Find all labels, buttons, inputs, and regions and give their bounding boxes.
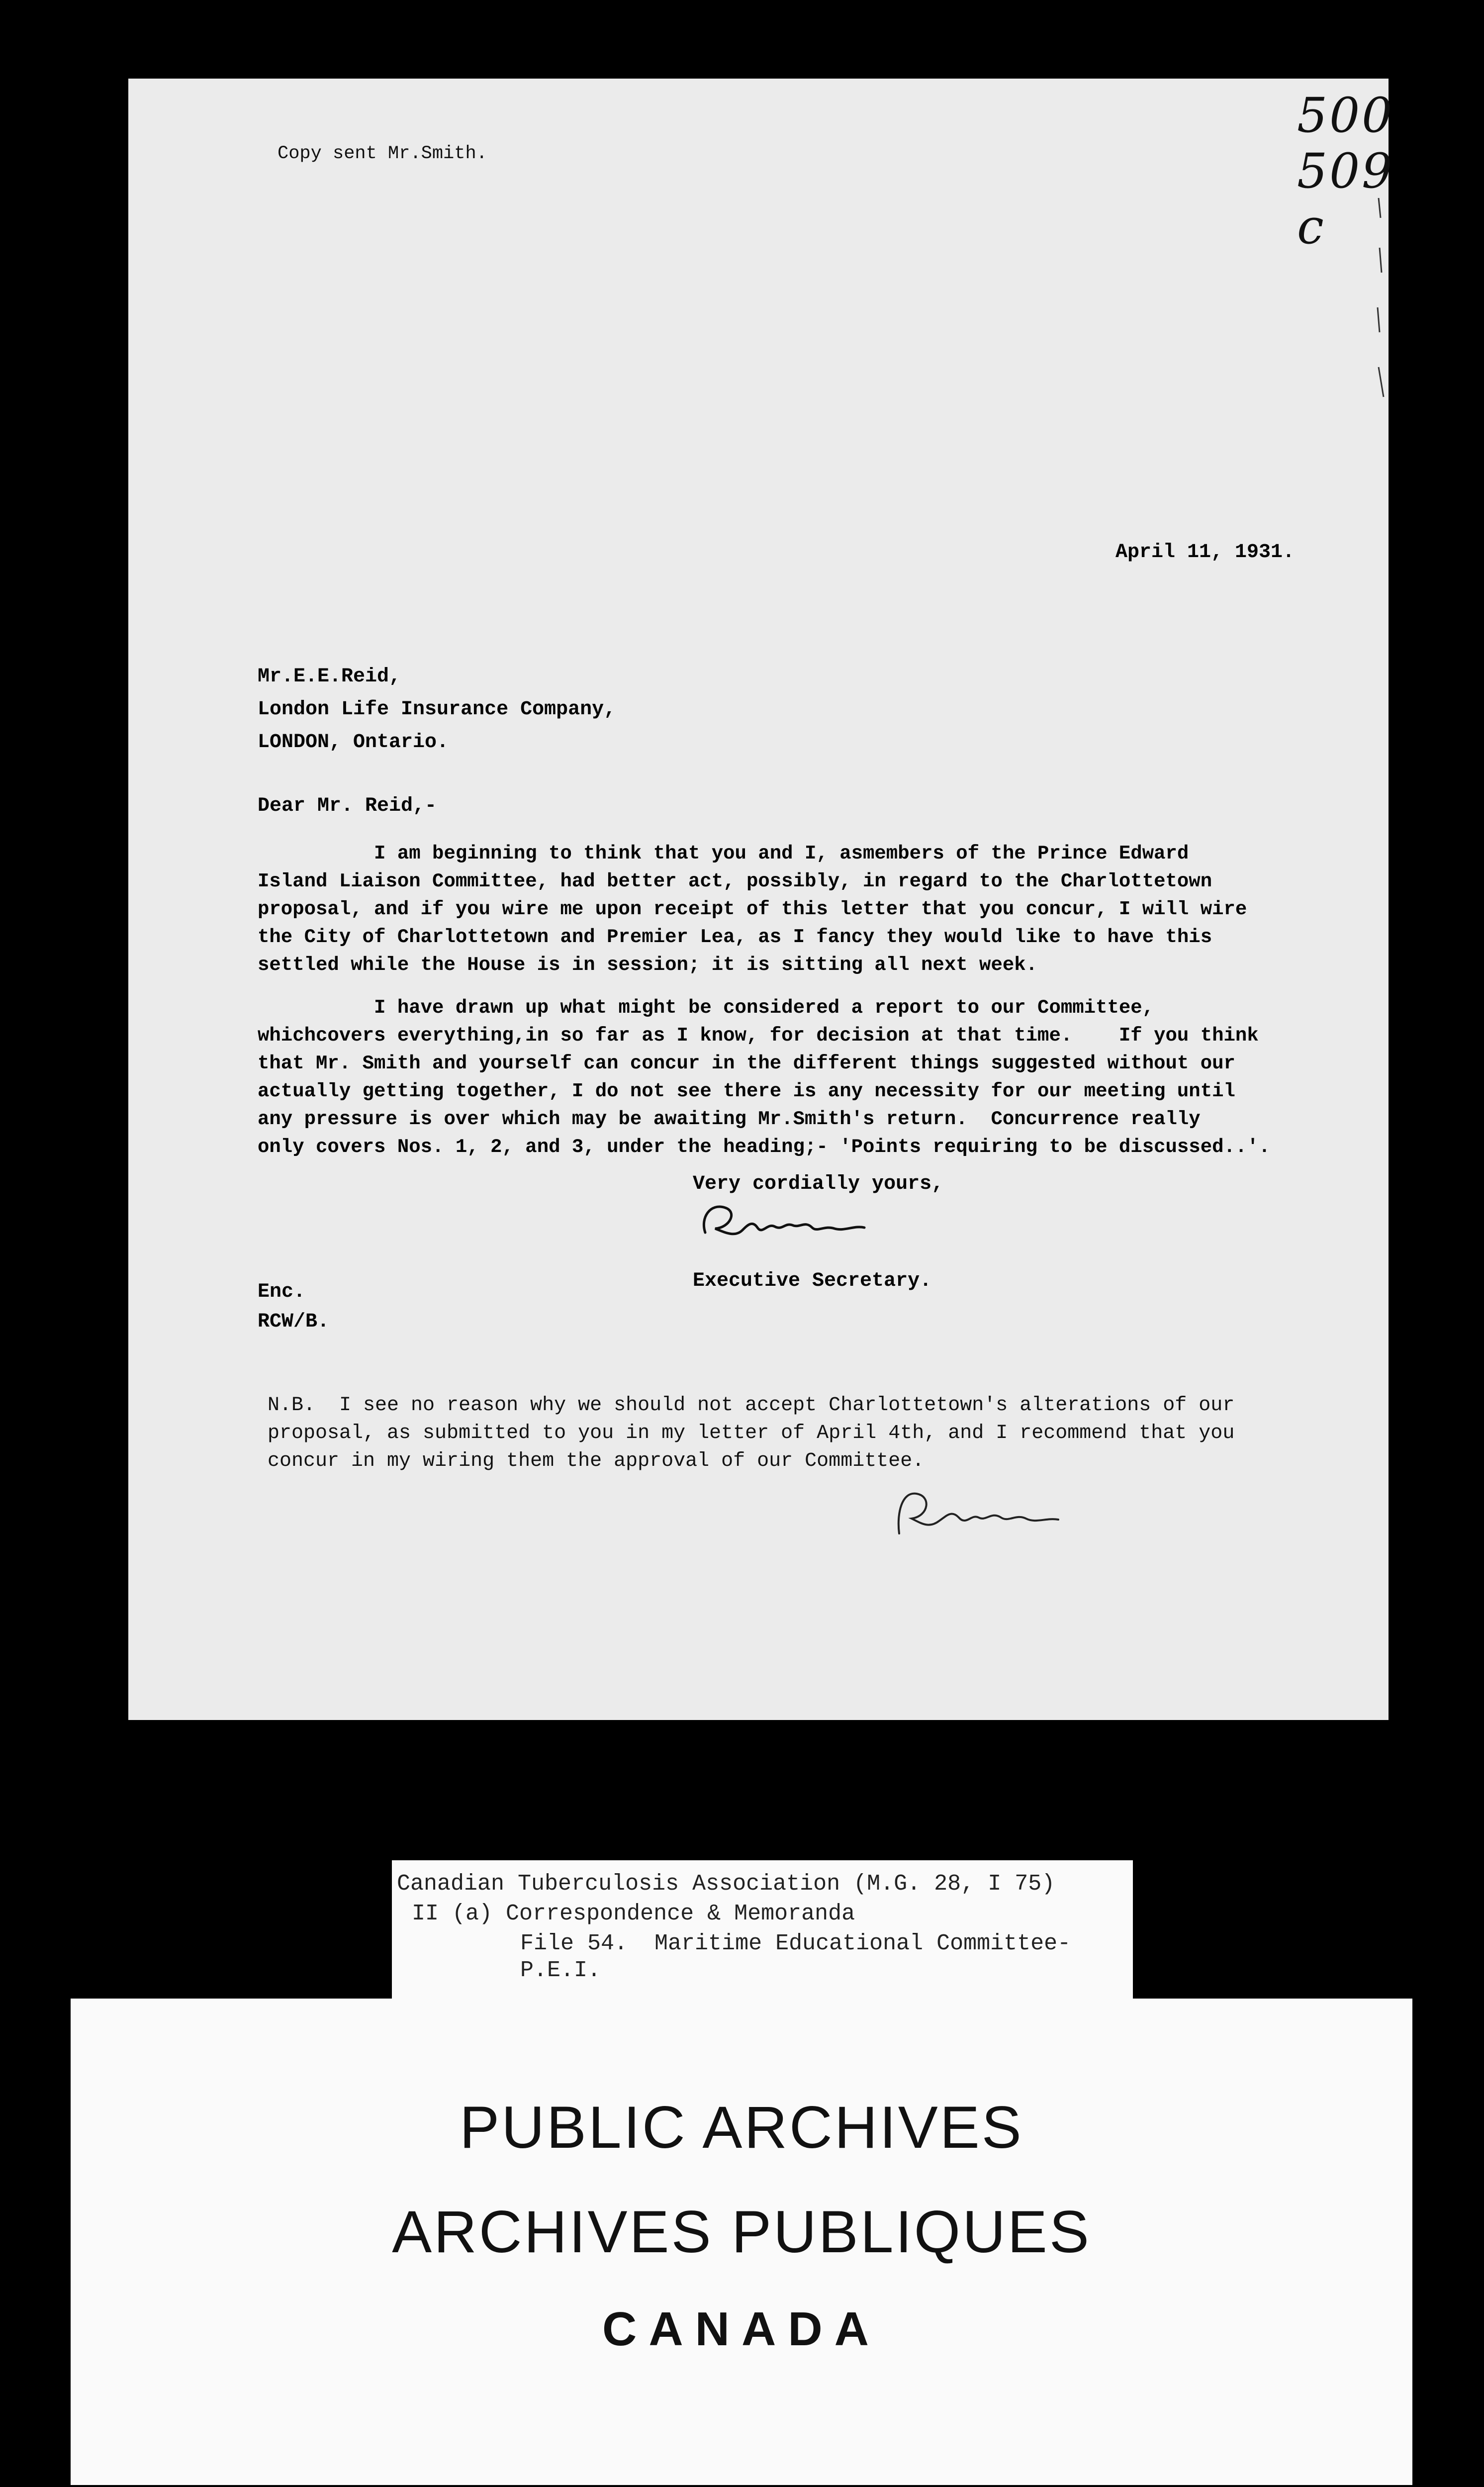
citation-line: Canadian Tuberculosis Association (M.G. 28, I 75): [397, 1871, 1055, 1897]
paragraph-line: that Mr. Smith and yourself can concur in the different things suggested without our: [258, 1052, 1235, 1074]
archive-reference-mark: 500 509 c: [1297, 88, 1394, 255]
nb-paragraph: [268, 1392, 1234, 1475]
banner-country: CANADA: [602, 2302, 881, 2356]
archival-citation-label: [392, 1860, 1133, 2000]
paragraph-line: any pressure is over which may be awaiting Mr.Smith's return. Concurrence really: [258, 1108, 1201, 1130]
banner-french-title: ARCHIVES PUBLIQUES: [392, 2199, 1091, 2265]
paragraph-line: whichcovers everything,in so far as I know, for decision at that time. If you think: [258, 1025, 1259, 1047]
copy-note: Copy sent Mr.Smith.: [278, 143, 487, 164]
signature-title: Executive Secretary.: [693, 1270, 932, 1292]
handwritten-initials: [889, 1479, 1068, 1548]
typist-initials: RCW/B.: [258, 1311, 330, 1333]
paragraph-line: N.B. I see no reason why we should not accept Charlottetown's alterations of our: [268, 1394, 1235, 1417]
enclosure-line: Enc.: [258, 1281, 306, 1303]
body-paragraph-1: [258, 840, 1247, 979]
paragraph-line: actually getting together, I do not see there is any necessity for our meeting until: [258, 1080, 1235, 1102]
recipient-city: LONDON, Ontario.: [258, 731, 449, 754]
recipient-name: Mr.E.E.Reid,: [258, 666, 401, 688]
banner-english-title: PUBLIC ARCHIVES: [460, 2094, 1023, 2161]
paragraph-line: proposal, and if you wire me upon receipt of this letter that you concur, I will wire: [258, 898, 1247, 920]
paragraph-line: only covers Nos. 1, 2, and 3, under the heading;- 'Points requiring to be discussed..'.: [258, 1136, 1271, 1158]
paragraph-line: proposal, as submitted to you in my letter of April 4th, and I recommend that you: [268, 1422, 1235, 1444]
recipient-company: London Life Insurance Company,: [258, 698, 616, 721]
citation-line: II (a) Correspondence & Memoranda: [412, 1901, 855, 1926]
paragraph-line: concur in my wiring them the approval of our Committee.: [268, 1450, 925, 1472]
body-paragraph-2: [258, 994, 1270, 1161]
salutation: Dear Mr. Reid,-: [258, 795, 437, 817]
recipient-address: [258, 661, 616, 759]
paragraph-line: Island Liaison Committee, had better act, possibly, in regard to the Charlottetown: [258, 870, 1212, 892]
closing: Very cordially yours,: [693, 1173, 944, 1195]
citation-line: File 54. Maritime Educational Committee-: [520, 1931, 1071, 1956]
letter-date: April 11, 1931.: [1115, 541, 1295, 564]
paragraph-line: I am beginning to think that you and I, asmembers of the Prince Edward: [258, 843, 1189, 864]
public-archives-banner: [71, 1999, 1412, 2485]
margin-tick-marks: [1369, 198, 1389, 437]
enclosure-note: [258, 1277, 329, 1337]
handwritten-signature: [695, 1198, 874, 1252]
paragraph-line: I have drawn up what might be considered a report to our Committee,: [258, 997, 1154, 1019]
letter-page: [128, 79, 1394, 1720]
paragraph-line: settled while the House is in session; it is sitting all next week.: [258, 954, 1038, 976]
paragraph-line: the City of Charlottetown and Premier Lea, as I fancy they would like to have this: [258, 926, 1212, 948]
citation-line: P.E.I.: [520, 1958, 601, 1983]
